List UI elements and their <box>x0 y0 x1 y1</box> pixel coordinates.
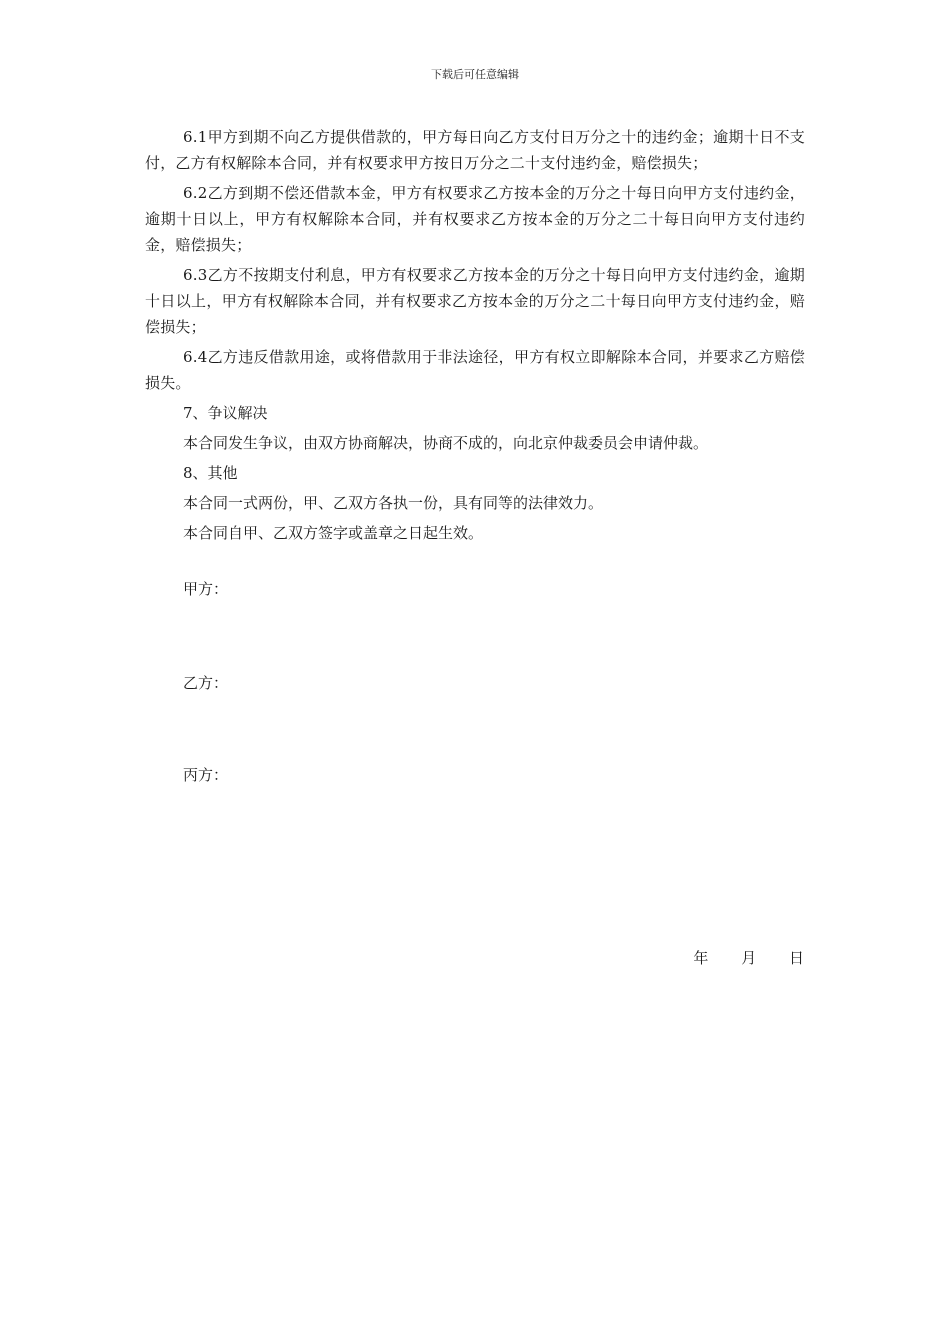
date-month-label: 月 <box>741 949 758 967</box>
section-8-text-1: 本合同一式两份，甲、乙双方各执一份，具有同等的法律效力。 <box>183 494 604 512</box>
section-8-text-2: 本合同自甲、乙双方签字或盖章之日起生效。 <box>183 524 484 542</box>
party-a-signature-label: 甲方： <box>183 580 229 598</box>
section-7-text: 本合同发生争议，由双方协商解决，协商不成的，向北京仲裁委员会申请仲裁。 <box>183 434 709 452</box>
clause-6-4: 6.4乙方违反借款用途，或将借款用于非法途径，甲方有权立即解除本合同，并要求乙方赔偿损失。 <box>145 348 805 392</box>
date-day-label: 日 <box>788 949 805 967</box>
clause-6-3: 6.3乙方不按期支付利息，甲方有权要求乙方按本金的万分之十每日向甲方支付违约金，逾期十日以上，甲方有权解除本合同，并有权要求乙方按本金的万分之二十每日向甲方支付违约金，赔偿损失； <box>145 266 805 336</box>
clause-6-2: 6.2乙方到期不偿还借款本金，甲方有权要求乙方按本金的万分之十每日向甲方支付违约金，逾期十日以上，甲方有权解除本合同，并有权要求乙方按本金的万分之二十每日向甲方支付违约金，赔偿损失； <box>145 184 805 254</box>
section-7-heading: 7、争议解决 <box>183 404 268 422</box>
header-note: 下载后可任意编辑 <box>431 68 519 81</box>
party-c-signature-label: 丙方： <box>183 766 229 784</box>
date-year-label: 年 <box>693 949 710 967</box>
party-b-signature-label: 乙方： <box>183 674 229 692</box>
signing-date <box>677 947 805 968</box>
section-8-heading: 8、其他 <box>183 464 238 482</box>
contract-body <box>145 124 805 550</box>
clause-6-1: 6.1甲方到期不向乙方提供借款的，甲方每日向乙方支付日万分之十的违约金；逾期十日不支付，乙方有权解除本合同，并有权要求甲方按日万分之二十支付违约金，赔偿损失； <box>145 128 805 172</box>
